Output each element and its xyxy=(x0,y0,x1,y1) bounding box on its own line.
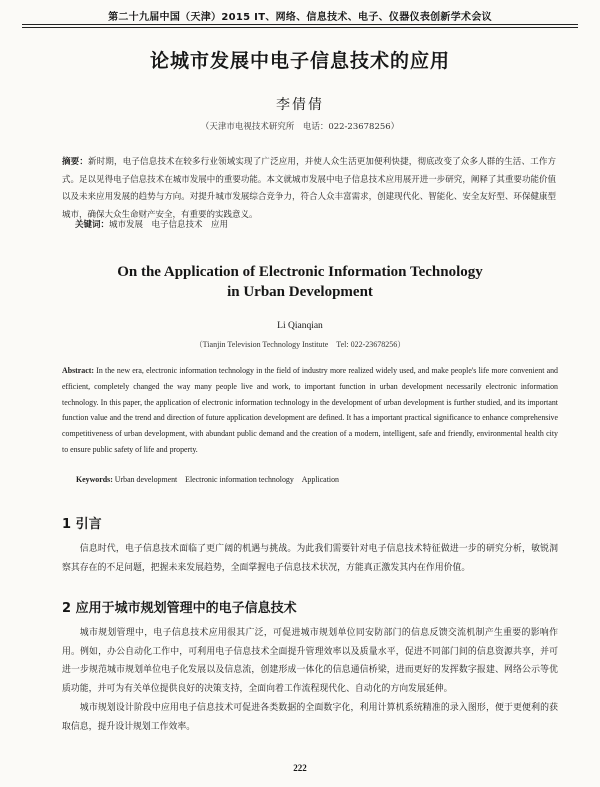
english-title-line1: On the Application of Electronic Information Technology xyxy=(117,264,483,280)
page-number: 222 xyxy=(293,763,307,773)
section-heading: 1 引言 xyxy=(62,517,102,532)
english-keywords-label: Keywords: xyxy=(76,475,113,484)
chinese-keywords xyxy=(75,218,555,230)
english-affiliation: （Tianjin Television Technology Institute Tel: 022-23678256） xyxy=(194,340,406,349)
chinese-keywords-label: 关键词： xyxy=(75,220,110,230)
header-rule xyxy=(22,24,578,25)
chinese-affiliation: （天津市电视技术研究所 电话：022-23678256） xyxy=(200,122,400,132)
english-abstract-label: Abstract: xyxy=(62,366,94,375)
section-heading: 2 应用于城市规划管理中的电子信息技术 xyxy=(62,601,297,616)
body-paragraph: 信息时代，电子信息技术面临了更广阔的机遇与挑战。为此我们需要针对电子信息技术特征做进一步的研究分析，敏锐洞察其存在的不足问题，把握未来发展趋势，全面掌握电子信息技术状况，方能真正激发其内在作用价值。 xyxy=(62,544,558,573)
english-author: Li Qianqian xyxy=(277,321,323,331)
chinese-author: 李倩倩 xyxy=(276,97,324,113)
english-abstract xyxy=(62,363,558,458)
chinese-abstract-label: 摘要： xyxy=(62,157,89,167)
chinese-abstract xyxy=(62,154,556,224)
header-rule-thin xyxy=(22,27,578,28)
english-abstract-text: In the new era, electronic information technology in the field of industry more realized widely used, and make people's life more convenient and efficient, completely changed the way many people live and work, to important function in urban development necessarily electronic information technology. In this paper, the application of electronic information technology in the development of urban development is further studied, and its important function value and the trend and direction of future application development are defined. It has a important practical significance to enhance comprehensive competitiveness of urban development, with abundant public demand and the creation of a modern, intelligent, safe and friendly, environmental health city to ensure public safety of life and property. xyxy=(62,366,558,454)
english-title xyxy=(20,262,580,302)
running-header: 第二十九届中国（天津）2015 IT、网络、信息技术、电子、仪器仪表创新学术会议 xyxy=(108,12,492,23)
body-paragraph: 城市规划管理中，电子信息技术应用很其广泛，可促进城市规划单位同安防部门的信息反馈交流机制产生重要的影响作用。例如，办公自动化工作中，可利用电子信息技术全面提升管理效率以及质量水平，促进不同部门间的信息资源共享，并可进一步规范城市规划单位电子化发展以及信息流，创建形成一体化的信息通信桥梁，进而更好的发挥数字报建、网络公示等优质功能，并可为有关单位提供良好的决策支持，全面向着工作流程现代化、自动化的方向发展延伸。 xyxy=(62,628,558,694)
chinese-title: 论城市发展中电子信息技术的应用 xyxy=(149,50,450,72)
english-keywords xyxy=(76,474,556,485)
chinese-abstract-text: 新时期，电子信息技术在较多行业领域实现了广泛应用，并使人众生活更加便利快捷，彻底改变了众多人群的生活、工作方式。足以见得电子信息技术在城市发展中的重要功能。本文就城市发展中电子信息技术应用展开进一步研究，阐释了其重要功能价值以及未来应用发展的趋势与方向。对提升城市发展综合竞争力，符合人众丰富需求，创建现代化、智能化、安全友好型、环保健康型城市，确保大众生命财产安全，有重要的实践意义。 xyxy=(62,157,556,220)
english-title-line2: in Urban Development xyxy=(227,284,373,300)
english-keywords-text: Urban development Electronic information technology Application xyxy=(112,475,339,484)
body-paragraph: 城市规划设计阶段中应用电子信息技术可促进各类数据的全面数字化，利用计算机系统精准的录入图形，便于更便利的获取信息，提升设计规划工作效率。 xyxy=(62,703,558,732)
chinese-keywords-text: 城市发展 电子信息技术 应用 xyxy=(109,220,229,230)
